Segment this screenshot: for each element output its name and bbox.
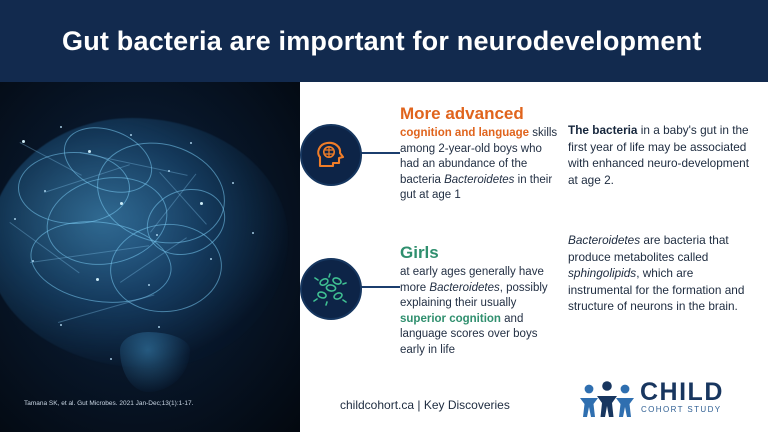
finding-girls-text3: and language scores over boys early in life (400, 312, 538, 356)
network-node (252, 232, 254, 234)
connector-line-top (356, 152, 400, 154)
finding-girls-text1: at early ages generally have more (400, 266, 544, 294)
finding-boys-bold: cognition and language (400, 127, 530, 139)
network-node (60, 324, 62, 326)
finding-boys (400, 104, 560, 204)
finding-girls-italic: Bacteroidetes (429, 281, 500, 294)
network-node (130, 134, 132, 136)
network-node (110, 358, 112, 360)
citation-text: Tamana SK, et al. Gut Microbes. 2021 Jan-Dec;13(1):1-17. (24, 400, 194, 407)
finding-boys-text2: in their gut at age 1 (400, 173, 553, 201)
logo-subtitle: COHORT STUDY (641, 405, 722, 414)
brain-illustration (0, 82, 300, 432)
footer-link[interactable]: childcohort.ca | Key Discoveries (340, 398, 510, 412)
finding-girls (400, 243, 560, 358)
network-node (22, 140, 25, 143)
paragraph-2-text-2: , which are instrumental for the formation and structure of neurons in the brain. (568, 266, 745, 313)
paragraph-2-text-1: are bacteria that produce metabolites called (568, 233, 729, 264)
connector-line-bottom (356, 286, 400, 288)
logo-wordmark: CHILD (640, 378, 724, 406)
network-node (156, 234, 158, 236)
network-node (60, 126, 62, 128)
child-cohort-logo (578, 378, 750, 420)
paragraph-2-italic-1: Bacteroidetes (568, 233, 641, 247)
people-icon (578, 380, 636, 420)
network-node (190, 142, 192, 144)
network-node (14, 218, 16, 220)
finding-girls-body (400, 265, 560, 358)
page-title: Gut bacteria are important for neurodevelopment (62, 26, 702, 56)
paragraph-bacteria-gut (568, 122, 750, 188)
paragraph-bacteroidetes (568, 232, 750, 315)
finding-boys-italic: Bacteroidetes (444, 173, 515, 186)
network-node (148, 284, 150, 286)
finding-boys-heading: More advanced (400, 104, 524, 123)
brain-stem (120, 332, 190, 392)
finding-boys-text1: skills among 2-year-old boys who had an abundance of the bacteria (400, 127, 558, 186)
network-node (158, 326, 160, 328)
bacteria-icon (300, 258, 362, 320)
network-node (44, 190, 46, 192)
network-node (168, 170, 170, 172)
title-bar (0, 0, 768, 82)
network-node (32, 260, 34, 262)
network-node (210, 258, 212, 260)
paragraph-2-italic-2: sphingolipids (568, 266, 637, 280)
finding-boys-body (400, 126, 560, 204)
network-node (232, 182, 234, 184)
finding-girls-heading: Girls (400, 243, 439, 262)
paragraph-1-text: in a baby's gut in the first year of life may be associated with enhanced neuro-development at age 2. (568, 123, 750, 187)
finding-girls-bold: superior cognition (400, 312, 501, 325)
finding-girls-text2: , possibly explaining their usually (400, 281, 548, 309)
head-brain-icon (300, 124, 362, 186)
paragraph-1-bold: The bacteria (568, 123, 638, 137)
